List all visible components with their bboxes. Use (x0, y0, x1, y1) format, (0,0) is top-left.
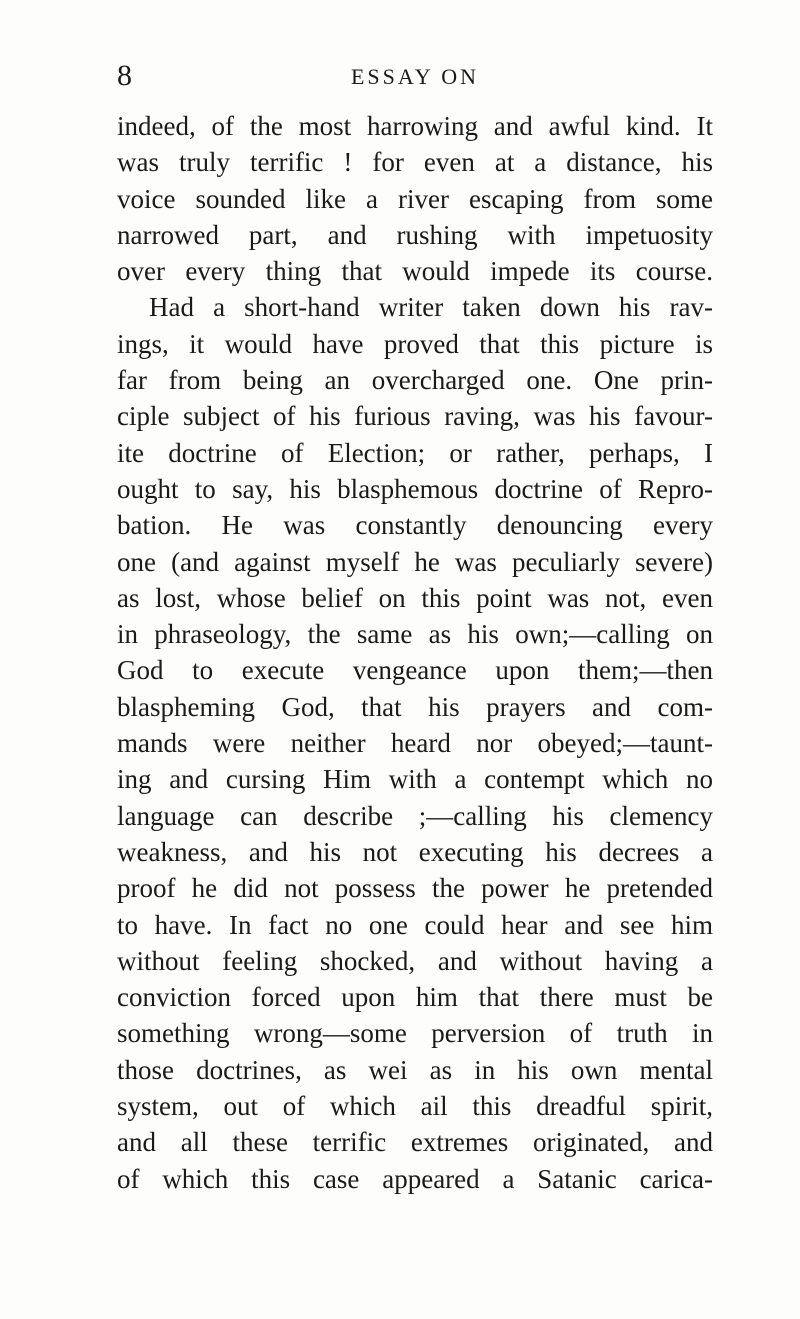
text-line: ciple subject of his furious raving, was his favour- (117, 401, 713, 432)
text-line: language can describe ;—calling his clemency (117, 800, 713, 831)
text-line: ought to say, his blasphemous doctrine of Repro- (117, 473, 713, 504)
text-line: proof he did not possess the power he pretended (117, 873, 713, 904)
text-line: ing and cursing Him with a contempt which no (117, 764, 713, 795)
text-line: without feeling shocked, and without having a (117, 945, 713, 976)
text-line: ings, it would have proved that this picture is (117, 328, 713, 359)
text-line: voice sounded like a river escaping from some (117, 183, 713, 214)
text-line: in phraseology, the same as his own;—calling on (117, 619, 713, 650)
text-line: of which this case appeared a Satanic carica- (117, 1163, 713, 1194)
text-line: far from being an overcharged one. One prin- (117, 365, 713, 396)
text-line: over every thing that would impede its course. (117, 256, 713, 287)
text-line: to have. In fact no one could hear and see him (117, 909, 713, 940)
text-line: mands were neither heard nor obeyed;—taunt- (117, 728, 713, 759)
text-line: system, out of which ail this dreadful spirit, (117, 1091, 713, 1122)
page-number: 8 (117, 59, 132, 92)
body-text (117, 108, 713, 1197)
text-line: weakness, and his not executing his decrees a (117, 836, 713, 867)
running-head (117, 58, 713, 94)
text-line: Had a short-hand writer taken down his rav- (149, 292, 713, 323)
running-head-title: ESSAY ON (350, 64, 480, 89)
text-line: was truly terrific ! for even at a distance, his (117, 147, 713, 178)
text-line: conviction forced upon him that there must be (117, 982, 713, 1013)
text-line: indeed, of the most harrowing and awful kind. It (117, 111, 713, 141)
text-line: ite doctrine of Election; or rather, perhaps, I (117, 437, 713, 468)
text-line: something wrong—some perversion of truth in (117, 1018, 713, 1049)
text-line: as lost, whose belief on this point was not, even (117, 582, 713, 613)
text-line: narrowed part, and rushing with impetuosity (117, 219, 713, 250)
text-line: and all these terrific extremes originated, and (117, 1127, 713, 1158)
text-line: blaspheming God, that his prayers and com- (117, 691, 713, 722)
text-line: one (and against myself he was peculiarly severe) (117, 546, 713, 577)
text-line: bation. He was constantly denouncing every (117, 510, 713, 541)
text-line: God to execute vengeance upon them;—then (117, 655, 713, 686)
text-line: those doctrines, as wei as in his own mental (117, 1054, 713, 1085)
